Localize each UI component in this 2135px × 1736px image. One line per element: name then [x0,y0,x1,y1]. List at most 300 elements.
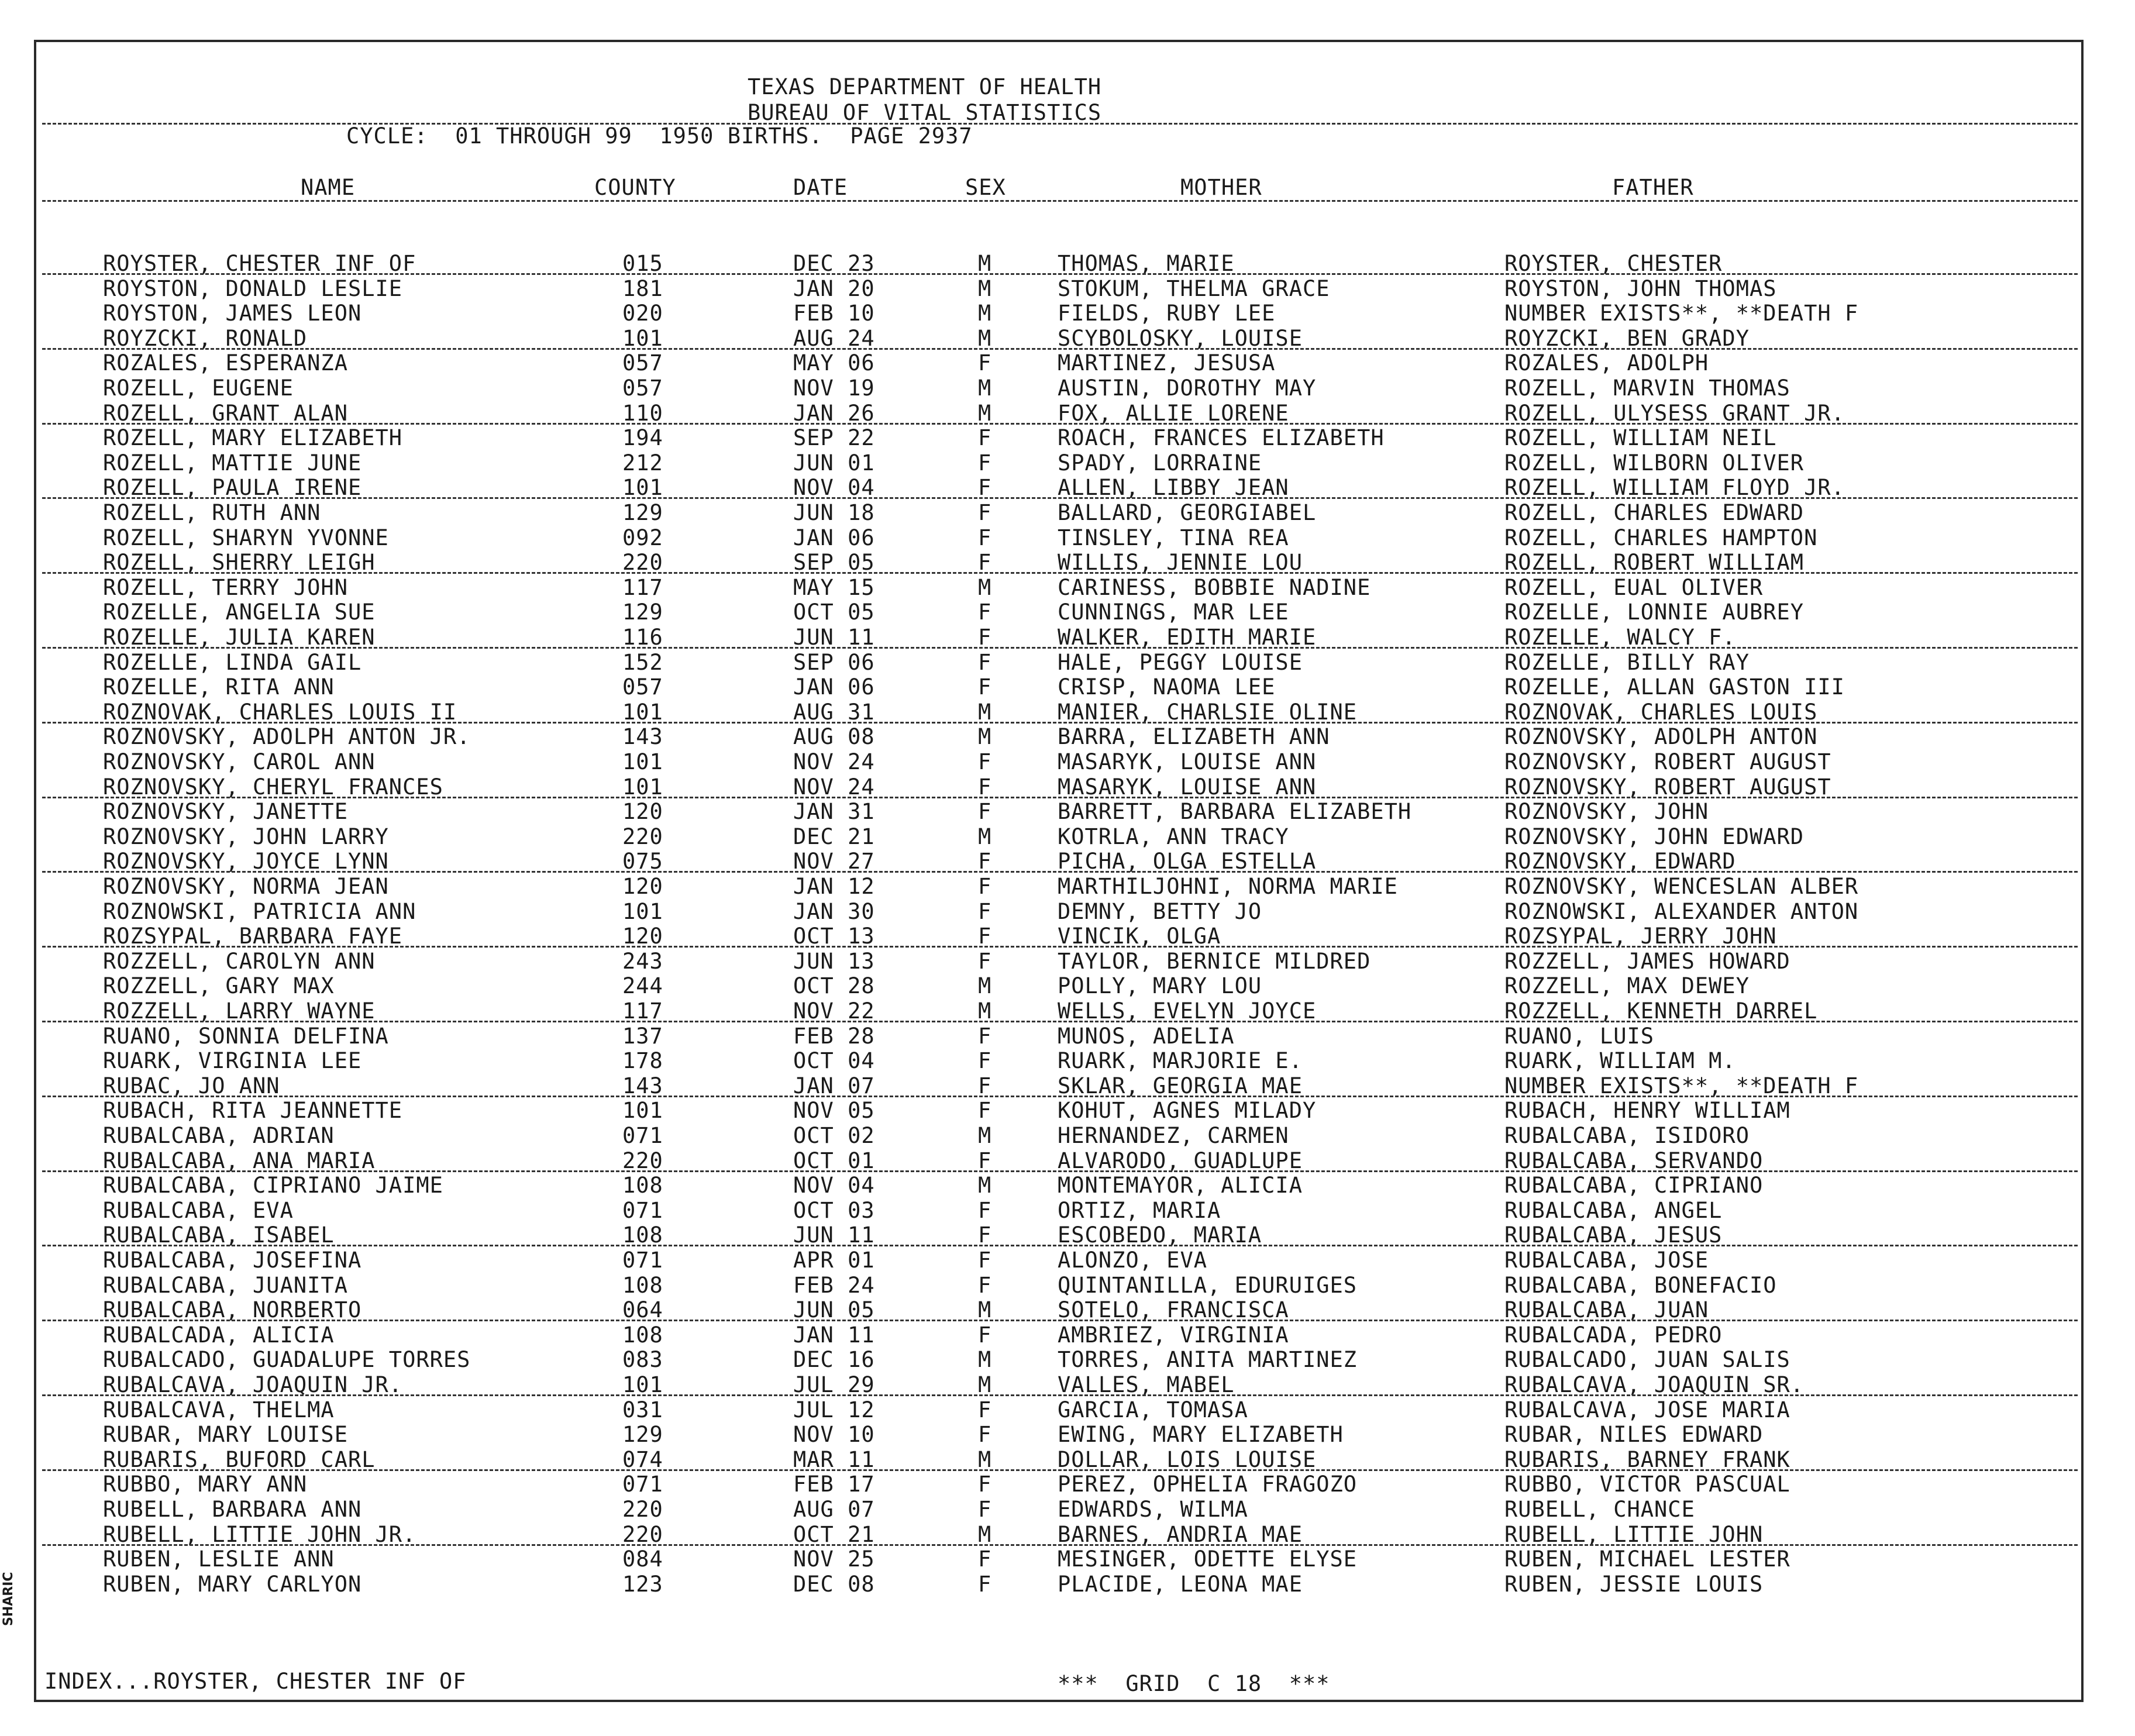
cell-father: ROYZCKI, BEN GRADY [1504,325,1750,351]
cell-county: 020 [622,301,663,326]
cell-mother: ALVARODO, GUADLUPE [1058,1148,1303,1173]
table-row [0,1049,2135,1073]
cell-date: AUG 07 [793,1497,875,1522]
cell-county: 143 [622,724,663,750]
cell-sex: F [978,1422,992,1448]
row-rule [42,1469,2078,1471]
table-row [0,1098,2135,1123]
table-row [0,1497,2135,1522]
cell-date: NOV 24 [793,749,875,774]
table-row [0,426,2135,450]
cell-date: MAR 11 [793,1446,875,1472]
cell-date: AUG 24 [793,325,875,351]
table-row [0,476,2135,500]
cell-county: 220 [622,1497,663,1522]
row-rule [42,1021,2078,1022]
cell-mother: GARCIA, TOMASA [1058,1397,1248,1422]
cell-date: DEC 21 [793,824,875,849]
cell-mother: SCYBOLOSKY, LOUISE [1058,325,1303,351]
table-row [0,1173,2135,1198]
cell-county: 108 [622,1222,663,1248]
cell-date: DEC 23 [793,251,875,276]
cell-father: RUBALCADA, PEDRO [1504,1322,1723,1348]
cell-date: OCT 01 [793,1148,875,1173]
table-row [0,326,2135,351]
table-row [0,1248,2135,1273]
cell-sex: M [978,1446,992,1472]
cell-mother: ESCOBEDO, MARIA [1058,1222,1262,1248]
table-row [0,849,2135,874]
cell-name: RUBALCADA, ALICIA [103,1322,335,1348]
cell-date: JAN 30 [793,898,875,924]
cell-name: ROZNOVAK, CHARLES LOUIS II [103,699,457,725]
cell-name: ROZNOVSKY, CAROL ANN [103,749,376,774]
cell-county: 031 [622,1397,663,1422]
cell-father: ROZELL, WILLIAM FLOYD JR. [1504,475,1845,501]
cell-sex: M [978,574,992,600]
cell-date: NOV 04 [793,475,875,501]
table-row [0,277,2135,301]
table-row [0,1448,2135,1472]
cell-name: ROZNOVSKY, NORMA JEAN [103,874,389,899]
table-row [0,874,2135,899]
table-row [0,1348,2135,1372]
cell-mother: SOTELO, FRANCISCA [1058,1297,1289,1323]
cell-date: SEP 05 [793,550,875,576]
cell-mother: PICHA, OLGA ESTELLA [1058,849,1317,874]
cell-father: RUARK, WILLIAM M. [1504,1048,1736,1074]
cell-date: JUN 11 [793,1222,875,1248]
cell-father: ROZNOVAK, CHARLES LOUIS [1504,699,1818,725]
row-rule [42,572,2078,574]
cell-date: NOV 19 [793,376,875,401]
cell-county: 220 [622,1521,663,1547]
cell-father: ROZELL, CHARLES EDWARD [1504,500,1805,525]
cell-father: ROZELL, EUAL OLIVER [1504,574,1764,600]
cell-county: 129 [622,600,663,625]
cell-sex: M [978,251,992,276]
cell-date: NOV 10 [793,1422,875,1448]
table-row [0,252,2135,276]
column-header-mother: MOTHER [1180,175,1262,200]
cell-mother: ROACH, FRANCES ELIZABETH [1058,425,1385,451]
table-row [0,1572,2135,1597]
cell-county: 075 [622,849,663,874]
cell-name: RUBALCADO, GUADALUPE TORRES [103,1347,471,1373]
table-row [0,650,2135,675]
cell-sex: M [978,824,992,849]
cell-sex: M [978,1297,992,1323]
cell-father: ROZELL, ULYSESS GRANT JR. [1504,400,1845,426]
cell-name: ROZZELL, CAROLYN ANN [103,948,376,974]
table-row [0,1149,2135,1173]
cell-county: 015 [622,251,663,276]
cell-mother: FOX, ALLIE LORENE [1058,400,1289,426]
table-row [0,1124,2135,1148]
table-row [0,1398,2135,1422]
cell-county: 152 [622,649,663,675]
cell-father: ROZNOWSKI, ALEXANDER ANTON [1504,898,1859,924]
column-header-date: DATE [793,175,848,200]
column-header-county: COUNTY [594,175,676,200]
cell-name: RUBACH, RITA JEANNETTE [103,1098,403,1124]
table-row [0,1373,2135,1397]
cell-sex: M [978,1123,992,1148]
table-row [0,974,2135,998]
cell-name: RUBEN, MARY CARLYON [103,1571,362,1597]
table-row [0,401,2135,426]
cell-mother: VALLES, MABEL [1058,1372,1235,1397]
table-row [0,376,2135,401]
cell-father: RUBEN, MICHAEL LESTER [1504,1546,1790,1572]
cell-father: ROZELLE, LONNIE AUBREY [1504,600,1805,625]
cell-father: ROZELL, WILBORN OLIVER [1504,450,1805,476]
row-rule [42,1544,2078,1546]
cell-mother: KOHUT, AGNES MILADY [1058,1098,1317,1124]
cell-sex: M [978,998,992,1024]
cell-sex: F [978,1472,992,1497]
cell-sex: F [978,1397,992,1422]
row-rule [42,1170,2078,1172]
cell-mother: ALONZO, EVA [1058,1248,1208,1273]
cell-name: RUANO, SONNIA DELFINA [103,1023,389,1049]
cell-name: ROYSTON, JAMES LEON [103,301,362,326]
cell-mother: DEMNY, BETTY JO [1058,898,1262,924]
cell-date: JAN 06 [793,525,875,550]
cell-county: 220 [622,1148,663,1173]
cell-name: ROZELL, MATTIE JUNE [103,450,362,476]
cell-county: 057 [622,350,663,376]
cell-father: ROZALES, ADOLPH [1504,350,1709,376]
table-row [0,800,2135,824]
cell-father: RUBACH, HENRY WILLIAM [1504,1098,1790,1124]
bureau-title: BUREAU OF VITAL STATISTICS [748,100,1102,125]
table-row [0,1223,2135,1248]
table-row [0,1298,2135,1322]
cell-sex: M [978,699,992,725]
cell-father: RUBELL, CHANCE [1504,1497,1695,1522]
cell-county: 101 [622,749,663,774]
row-rule [42,722,2078,724]
cell-date: JAN 26 [793,400,875,426]
cell-name: ROZALES, ESPERANZA [103,350,348,376]
table-row [0,351,2135,376]
cell-name: RUBALCABA, ADRIAN [103,1123,335,1148]
cell-name: ROZNOVSKY, JOYCE LYNN [103,849,389,874]
table-row [0,625,2135,650]
cell-date: FEB 28 [793,1023,875,1049]
cell-mother: BARNES, ANDRIA MAE [1058,1521,1303,1547]
cell-father: ROYSTON, JOHN THOMAS [1504,275,1777,301]
cell-date: OCT 05 [793,600,875,625]
cell-mother: PEREZ, OPHELIA FRAGOZO [1058,1472,1358,1497]
cell-mother: MASARYK, LOUISE ANN [1058,749,1317,774]
cell-date: NOV 27 [793,849,875,874]
cell-mother: ORTIZ, MARIA [1058,1197,1221,1223]
cell-county: 194 [622,425,663,451]
cell-sex: F [978,550,992,576]
cell-father: RUBALCABA, ISIDORO [1504,1123,1750,1148]
cell-sex: F [978,799,992,825]
cell-date: JUN 05 [793,1297,875,1323]
cell-sex: F [978,600,992,625]
cell-sex: F [978,948,992,974]
divider [42,200,2078,202]
cell-mother: ALLEN, LIBBY JEAN [1058,475,1289,501]
cell-sex: F [978,774,992,800]
cell-date: MAY 15 [793,574,875,600]
cell-mother: MUNOS, ADELIA [1058,1023,1235,1049]
cell-mother: TAYLOR, BERNICE MILDRED [1058,948,1371,974]
cell-date: NOV 25 [793,1546,875,1572]
cell-county: 071 [622,1472,663,1497]
cell-date: JAN 06 [793,674,875,700]
cell-name: ROZELL, TERRY JOHN [103,574,348,600]
cell-sex: M [978,325,992,351]
cell-father: NUMBER EXISTS**, **DEATH F [1504,301,1859,326]
cell-mother: FIELDS, RUBY LEE [1058,301,1276,326]
cell-father: RUBALCABA, JUAN [1504,1297,1709,1323]
column-header-father: FATHER [1612,175,1694,200]
cell-father: NUMBER EXISTS**, **DEATH F [1504,1073,1859,1098]
cell-county: 101 [622,475,663,501]
cell-sex: F [978,674,992,700]
table-row [0,1523,2135,1547]
cell-father: RUBALCABA, CIPRIANO [1504,1173,1764,1198]
cell-mother: SKLAR, GEORGIA MAE [1058,1073,1303,1098]
cell-name: ROZNOVSKY, JOHN LARRY [103,824,389,849]
cell-name: RUBALCABA, EVA [103,1197,294,1223]
cell-name: ROZELL, MARY ELIZABETH [103,425,403,451]
table-row [0,900,2135,924]
cell-name: RUARK, VIRGINIA LEE [103,1048,362,1074]
cell-sex: M [978,275,992,301]
cell-name: ROZZELL, GARY MAX [103,973,335,999]
cell-county: 143 [622,1073,663,1098]
row-rule [42,423,2078,425]
cell-name: ROZELLE, ANGELIA SUE [103,600,376,625]
cell-name: ROZELL, EUGENE [103,376,294,401]
cell-name: RUBALCAVA, JOAQUIN JR. [103,1372,403,1397]
table-row [0,1074,2135,1098]
cell-sex: F [978,475,992,501]
row-rule [42,497,2078,499]
cell-father: ROZNOVSKY, JOHN EDWARD [1504,824,1805,849]
cell-name: RUBELL, BARBARA ANN [103,1497,362,1522]
cell-name: RUBALCABA, CIPRIANO JAIME [103,1173,443,1198]
cell-sex: M [978,1521,992,1547]
row-rule [42,871,2078,873]
table-row [0,1422,2135,1447]
cell-mother: EWING, MARY ELIZABETH [1058,1422,1344,1448]
cell-name: ROZNOVSKY, CHERYL FRANCES [103,774,443,800]
cell-name: RUBALCABA, JUANITA [103,1272,348,1298]
cell-county: 220 [622,550,663,576]
cell-mother: CRISP, NAOMA LEE [1058,674,1276,700]
cell-mother: AUSTIN, DOROTHY MAY [1058,376,1317,401]
cell-county: 110 [622,400,663,426]
cell-name: ROZELL, GRANT ALAN [103,400,348,426]
cell-sex: F [978,749,992,774]
cell-father: ROYSTER, CHESTER [1504,251,1723,276]
cell-county: 120 [622,874,663,899]
cell-date: NOV 24 [793,774,875,800]
cell-county: 101 [622,1372,663,1397]
cell-county: 101 [622,1098,663,1124]
cell-county: 129 [622,500,663,525]
cell-name: RUBALCABA, ANA MARIA [103,1148,376,1173]
agency-title: TEXAS DEPARTMENT OF HEALTH [748,74,1102,99]
cell-county: 101 [622,325,663,351]
cell-father: ROZELL, WILLIAM NEIL [1504,425,1777,451]
cell-sex: M [978,376,992,401]
cell-mother: STOKUM, THELMA GRACE [1058,275,1330,301]
cell-mother: WILLIS, JENNIE LOU [1058,550,1303,576]
cell-sex: F [978,1322,992,1348]
cell-father: ROZSYPAL, JERRY JOHN [1504,924,1777,949]
cell-name: ROYZCKI, RONALD [103,325,308,351]
cell-name: ROZNOVSKY, JANETTE [103,799,348,825]
cell-county: 117 [622,998,663,1024]
cell-father: RUBALCABA, SERVANDO [1504,1148,1764,1173]
row-rule [42,946,2078,948]
cell-date: JUN 18 [793,500,875,525]
cell-date: OCT 03 [793,1197,875,1223]
cell-date: OCT 02 [793,1123,875,1148]
cell-name: ROZELL, RUTH ANN [103,500,321,525]
row-rule [42,1096,2078,1097]
cell-name: ROZELLE, JULIA KAREN [103,625,376,650]
cell-mother: MASARYK, LOUISE ANN [1058,774,1317,800]
cell-county: 071 [622,1248,663,1273]
table-row [0,576,2135,600]
cell-date: NOV 22 [793,998,875,1024]
cell-sex: M [978,301,992,326]
cell-sex: F [978,625,992,650]
cell-sex: F [978,1048,992,1074]
cell-mother: SPADY, LORRAINE [1058,450,1262,476]
row-rule [42,348,2078,350]
table-row [0,301,2135,326]
row-rule [42,647,2078,649]
cell-name: ROZELLE, RITA ANN [103,674,335,700]
table-row [0,1198,2135,1223]
cell-mother: KOTRLA, ANN TRACY [1058,824,1289,849]
cell-county: 137 [622,1023,663,1049]
cell-name: RUBARIS, BUFORD CARL [103,1446,376,1472]
table-row [0,600,2135,625]
cell-father: ROZELL, ROBERT WILLIAM [1504,550,1805,576]
cell-father: ROZZELL, JAMES HOWARD [1504,948,1790,974]
cell-father: ROZNOVSKY, ROBERT AUGUST [1504,774,1831,800]
cell-mother: RUARK, MARJORIE E. [1058,1048,1303,1074]
cell-sex: F [978,1023,992,1049]
table-row [0,725,2135,749]
cell-sex: F [978,924,992,949]
footer-grid: *** GRID C 18 *** [1058,1671,1330,1696]
cell-date: JUN 01 [793,450,875,476]
cell-sex: F [978,849,992,874]
table-row [0,1273,2135,1298]
cell-father: RUBEN, JESSIE LOUIS [1504,1571,1764,1597]
table-row [0,825,2135,849]
cell-sex: M [978,400,992,426]
table-row [0,1323,2135,1348]
table-row [0,949,2135,974]
cell-name: ROZELL, SHERRY LEIGH [103,550,376,576]
cell-county: 083 [622,1347,663,1373]
table-row [0,451,2135,476]
cell-father: RUBALCABA, ANGEL [1504,1197,1723,1223]
cell-mother: BALLARD, GEORGIABEL [1058,500,1317,525]
table-row [0,1024,2135,1049]
row-rule [42,1394,2078,1396]
cell-county: 084 [622,1546,663,1572]
cell-county: 071 [622,1197,663,1223]
cell-county: 057 [622,674,663,700]
cell-sex: F [978,1546,992,1572]
column-header-name: NAME [301,175,356,200]
cell-father: ROZNOVSKY, EDWARD [1504,849,1736,874]
row-rule [42,1320,2078,1321]
cell-name: ROZELL, PAULA IRENE [103,475,362,501]
cell-father: ROZELLE, BILLY RAY [1504,649,1750,675]
cell-mother: MANIER, CHARLSIE OLINE [1058,699,1358,725]
cell-date: JUN 11 [793,625,875,650]
cell-sex: F [978,425,992,451]
cell-mother: THOMAS, MARIE [1058,251,1235,276]
table-row [0,700,2135,725]
cell-father: ROZZELL, MAX DEWEY [1504,973,1750,999]
cell-mother: CARINESS, BOBBIE NADINE [1058,574,1371,600]
cell-sex: F [978,1222,992,1248]
cell-date: JAN 31 [793,799,875,825]
table-row [0,999,2135,1024]
cell-mother: WALKER, EDITH MARIE [1058,625,1317,650]
cell-county: 243 [622,948,663,974]
cell-father: RUBALCAVA, JOAQUIN SR. [1504,1372,1805,1397]
cell-father: ROZNOVSKY, ADOLPH ANTON [1504,724,1818,750]
cell-date: MAY 06 [793,350,875,376]
cell-sex: F [978,525,992,550]
cell-date: AUG 08 [793,724,875,750]
cell-father: ROZZELL, KENNETH DARREL [1504,998,1818,1024]
cell-mother: MARTINEZ, JESUSA [1058,350,1276,376]
cell-mother: HERNANDEZ, CARMEN [1058,1123,1289,1148]
cell-name: ROZNOVSKY, ADOLPH ANTON JR. [103,724,471,750]
cell-date: NOV 05 [793,1098,875,1124]
cell-mother: EDWARDS, WILMA [1058,1497,1248,1522]
cell-date: OCT 13 [793,924,875,949]
cell-date: OCT 04 [793,1048,875,1074]
cell-name: RUBALCAVA, THELMA [103,1397,335,1422]
cell-date: DEC 08 [793,1571,875,1597]
cell-name: RUBELL, LITTIE JOHN JR. [103,1521,416,1547]
cell-mother: AMBRIEZ, VIRGINIA [1058,1322,1289,1348]
cell-date: FEB 10 [793,301,875,326]
cell-father: RUBALCAVA, JOSE MARIA [1504,1397,1790,1422]
cell-name: ROZELL, SHARYN YVONNE [103,525,389,550]
table-row [0,775,2135,800]
cell-sex: F [978,874,992,899]
table-row [0,675,2135,700]
cell-name: RUBAR, MARY LOUISE [103,1422,348,1448]
cell-county: 117 [622,574,663,600]
cell-mother: HALE, PEGGY LOUISE [1058,649,1303,675]
cell-sex: M [978,1347,992,1373]
cell-name: ROZELLE, LINDA GAIL [103,649,362,675]
cell-father: ROZELLE, WALCY F. [1504,625,1736,650]
